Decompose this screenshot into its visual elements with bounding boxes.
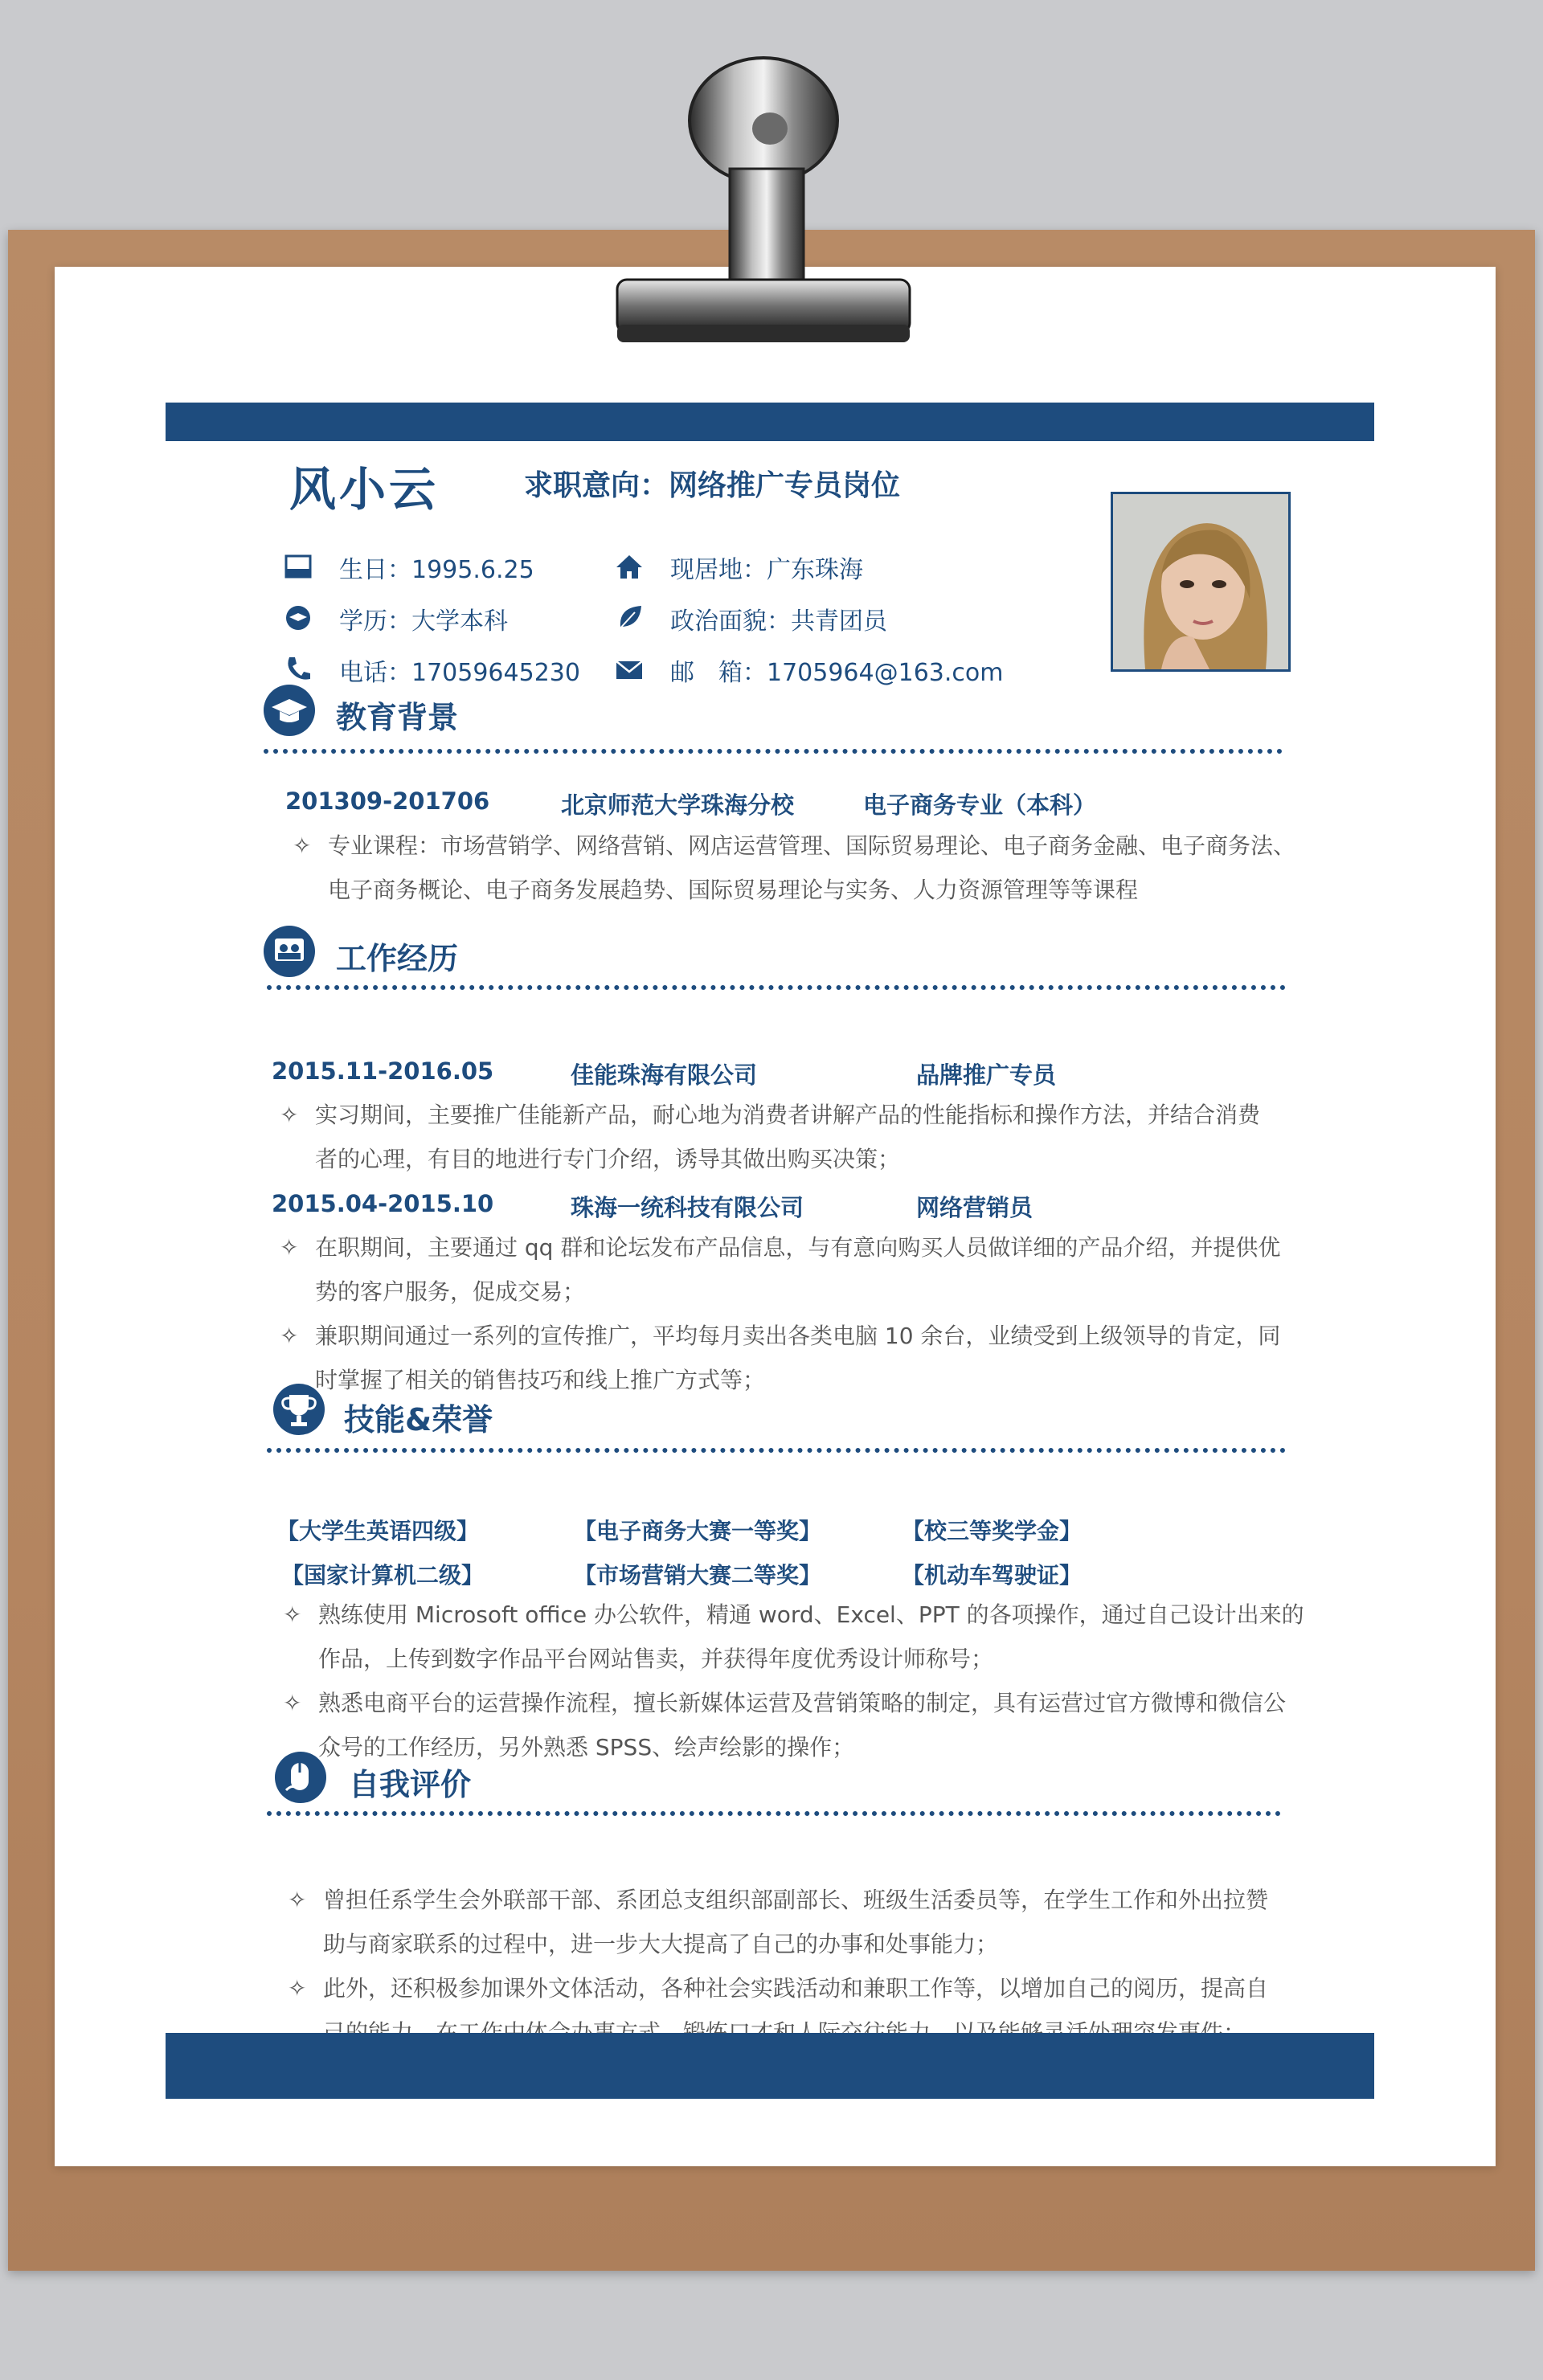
job-1-company: 佳能珠海有限公司 (571, 1061, 758, 1089)
job-1-description: ✧ 实习期间，主要推广佳能新产品，耐心地为消费者讲解产品的性能指标和操作方法，并结合消费 者的心理，有目的地进行专门介绍，诱导其做出购买决策； (315, 1093, 1260, 1181)
job-1-role: 品牌推广专员 (916, 1061, 1057, 1089)
self-divider (267, 1811, 1281, 1816)
portrait-image (1113, 494, 1288, 669)
award-item: 【市场营销大赛二等奖】 (574, 1562, 822, 1589)
education-courses: ✧ 专业课程：市场营销学、网络营销、网店运营管理、国际贸易理论、电子商务金融、电子商务法、 电子商务概论、电子商务发展趋势、国际贸易理论与实务、人力资源管理等等课程 (328, 824, 1295, 912)
bullet-mark: ✧ (280, 1323, 299, 1349)
info-education: 学历：大学本科 (339, 601, 508, 636)
info-birthday: 生日：1995.6.25 (339, 550, 534, 585)
bullet-mark: ✧ (283, 1601, 302, 1628)
binder-clip-icon (579, 48, 948, 354)
skill-bullet-1: ✧ 熟练使用 Microsoft office 办公软件，精通 word、Excel、PPT 的各项操作，通过自己设计出来的 作品，上传到数字作品平台网站售卖，并获得年度优秀设计师称号； (318, 1593, 1304, 1681)
award-item: 【校三等奖学金】 (902, 1518, 1083, 1544)
bullet-mark: ✧ (280, 1102, 299, 1128)
phone-icon (283, 654, 313, 685)
candidate-name: 风小云 (289, 462, 440, 517)
info-political: 政治面貌：共青团员 (670, 601, 887, 636)
bullet-mark: ✧ (288, 1975, 307, 2002)
self-bullet-1: ✧ 曾担任系学生会外联部干部、系团总支组织部副部长、班级生活委员等，在学生工作和外出拉赞 助与商家联系的过程中，进一步大大提高了自己的办事和处事能力； (323, 1878, 1268, 1966)
info-email: 邮 箱：1705964@163.com (670, 652, 1003, 688)
self-title: 自我评价 (349, 1767, 472, 1802)
job-2-description-2: ✧ 兼职期间通过一系列的宣传推广，平均每月卖出各类电脑 10 余台，业绩受到上级领导的肯定，同 时掌握了相关的销售技巧和线上推广方式等； (315, 1314, 1280, 1402)
graduation-cap-icon (283, 603, 313, 633)
award-item: 【国家计算机二级】 (281, 1562, 485, 1589)
leaf-icon (614, 603, 645, 633)
education-section-icon (264, 685, 315, 736)
job-2-period: 2015.04-2015.10 (272, 1190, 494, 1217)
work-section-icon (264, 926, 315, 977)
job-1-period: 2015.11-2016.05 (272, 1057, 494, 1085)
education-period: 201309-201706 (285, 787, 490, 815)
skill-bullet-2: ✧ 熟悉电商平台的运营操作流程，擅长新媒体运营及营销策略的制定，具有运营过官方微博和微信公 众号的工作经历，另外熟悉 SPSS、绘声绘影的操作； (318, 1681, 1286, 1769)
education-title: 教育背景 (336, 700, 459, 735)
home-icon (614, 551, 645, 582)
job-2-description: ✧ 在职期间，主要通过 qq 群和论坛发布产品信息，与有意向购买人员做详细的产品介绍，并提供优 势的客户服务，促成交易； (315, 1225, 1280, 1314)
calendar-icon (283, 551, 313, 582)
envelope-icon (614, 654, 645, 685)
education-school: 北京师范大学珠海分校 (561, 791, 795, 819)
info-residence: 现居地：广东珠海 (670, 550, 863, 585)
profile-photo (1111, 492, 1291, 672)
award-item: 【电子商务大赛一等奖】 (574, 1518, 822, 1544)
job-2-company: 珠海一统科技有限公司 (571, 1194, 804, 1221)
education-divider (264, 749, 1283, 754)
job-2-role: 网络营销员 (916, 1194, 1033, 1221)
work-divider (267, 985, 1286, 990)
self-bullet-2: ✧ 此外，还积极参加课外文体活动，各种社会实践活动和兼职工作等，以增加自己的阅历，提高自 (323, 1966, 1268, 2055)
info-phone: 电话：17059645230 (339, 652, 580, 688)
header-bar (166, 403, 1374, 441)
trophy-icon (273, 1384, 325, 1435)
mouse-icon (275, 1752, 326, 1803)
bullet-mark: ✧ (293, 832, 312, 859)
education-major: 电子商务专业（本科） (863, 791, 1097, 819)
bullet-mark: ✧ (283, 1690, 302, 1716)
job-intent: 求职意向：网络推广专员岗位 (524, 469, 901, 502)
award-item: 【机动车驾驶证】 (902, 1562, 1083, 1589)
work-title: 工作经历 (336, 941, 459, 976)
skills-divider (267, 1448, 1286, 1453)
award-item: 【大学生英语四级】 (276, 1518, 480, 1544)
bullet-mark: ✧ (280, 1234, 299, 1261)
bullet-mark: ✧ (288, 1887, 307, 1913)
footer-bar (166, 2033, 1374, 2099)
skills-title: 技能&荣誉 (344, 1402, 493, 1437)
